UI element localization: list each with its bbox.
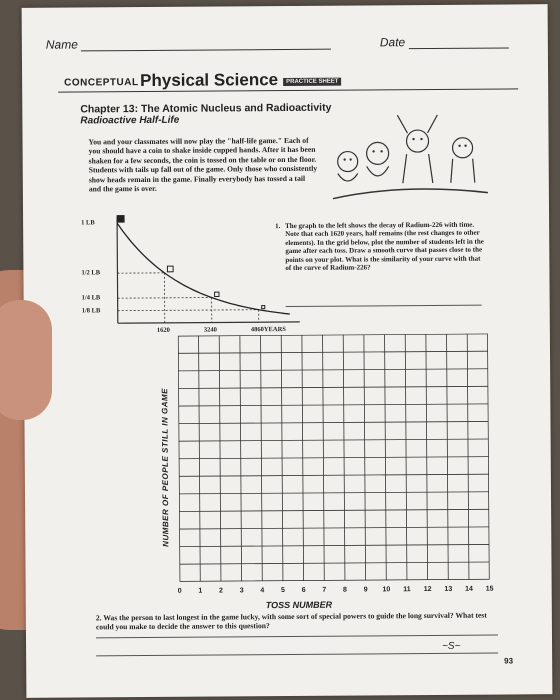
decay-x-tick-label: 3240: [203, 326, 217, 334]
decay-y-tick-label: 1/2 LB: [81, 269, 101, 277]
publisher-banner: [58, 68, 518, 92]
worksheet-subtitle: Radioactive Half-Life: [80, 114, 180, 127]
grid-y-axis-label: NUMBER OF PEOPLE STILL IN GAME: [160, 387, 171, 547]
holding-thumb: [0, 300, 52, 420]
grid-horizontal-line: [179, 474, 489, 476]
grid-x-ticks: [177, 585, 494, 600]
brand-conceptual: CONCEPTUAL: [64, 77, 139, 89]
grid-horizontal-line: [179, 544, 489, 546]
grid-horizontal-line: [178, 369, 488, 371]
name-field: [46, 36, 331, 52]
grid-x-tick-label: 9: [363, 586, 368, 594]
date-field: [380, 34, 509, 49]
grid-horizontal-line: [179, 509, 489, 511]
question-2-answer-line-1[interactable]: [96, 635, 498, 639]
coin-toss-illustration: [322, 113, 493, 209]
grid-horizontal-line: [178, 386, 488, 388]
grid-horizontal-line: [179, 562, 489, 564]
grid-x-tick-label: 15: [485, 585, 494, 593]
question-1-text: The graph to the left shows the decay of Radium-226 with time. Note that each 1620 years, half remains (the rest changes to other elements). In the grid below, plot the number of students left in the game after each toss. Draw a smooth curve that passes close to the points on your plot. What is the similarity of your curve with that of the curve of Radium-226?: [285, 220, 484, 273]
question-2-text: Was the person to last longest in the game lucky, with some sort of special powers to guide the long survival? What test could you make to decide the answer to this question?: [95, 610, 487, 632]
grid-x-tick-label: 1: [198, 587, 203, 595]
grid-horizontal-line: [178, 404, 488, 406]
grid-x-tick-label: 5: [281, 587, 285, 595]
question-1-answer-line[interactable]: [286, 305, 482, 307]
grid-x-tick-label: 12: [423, 585, 432, 594]
decay-x-axis-label: YEARS: [263, 326, 286, 334]
decay-y-axis: [117, 219, 118, 323]
decay-y-tick-label: 1/4 LB: [81, 294, 101, 302]
grid-x-tick-label: 10: [382, 586, 391, 594]
grid-x-tick-label: 11: [403, 586, 411, 594]
date-label: Date: [379, 35, 406, 50]
decay-x-tick-label: 4860: [250, 326, 264, 334]
decay-x-tick-label: 1620: [156, 326, 170, 334]
radium-sample-square: [117, 215, 124, 222]
grid-x-tick-label: 3: [239, 587, 244, 595]
question-2-number: 2.: [95, 613, 102, 623]
radium-decay-graph: [79, 214, 320, 336]
page-number: 93: [504, 656, 514, 666]
grid-x-tick-label: 8: [343, 586, 347, 594]
grid-x-tick-label: 0: [177, 587, 182, 595]
date-blank: [409, 47, 509, 49]
decay-guide-h: [118, 310, 259, 311]
grid-horizontal-line: [179, 457, 489, 459]
brand-physical-science: Physical Science: [140, 70, 279, 91]
question-2: [96, 610, 506, 631]
radium-sample-square: [215, 292, 219, 296]
intro-paragraph: You and your classmates will now play the "half-life game." Each of you should have a coin to shake inside cupped hands. After it has been shaken for a few seconds, the coin is tossed on the table or on the floor. Students with tails up fall out of the game. Only those who consistently show heads remain in the game. Finally everybody has tossed a tail and the game is over.: [88, 135, 318, 194]
question-1: [275, 220, 485, 273]
worksheet-page: [22, 4, 553, 698]
question-1-number: 1.: [275, 222, 281, 231]
grid-x-axis-label: TOSS NUMBER: [265, 599, 333, 611]
grid-x-tick-label: 13: [444, 585, 453, 593]
brand-practice-sheet: PRACTICE SHEET: [283, 78, 341, 86]
grid-horizontal-line: [178, 351, 488, 353]
name-blank: [81, 49, 331, 52]
decay-x-axis: [118, 322, 300, 323]
radium-sample-square: [262, 306, 265, 309]
decay-y-tick-label: 1 LB: [81, 219, 95, 227]
decay-curve: [117, 222, 290, 315]
question-2-answer-line-2[interactable]: [96, 653, 498, 657]
grid-horizontal-line: [179, 527, 489, 529]
handwritten-mark: ~S~: [442, 640, 461, 652]
name-label: Name: [45, 37, 78, 52]
grid-x-tick-label: 14: [465, 585, 473, 593]
grid-x-tick-label: 6: [301, 586, 306, 594]
grid-x-tick-label: 2: [219, 587, 223, 595]
plot-grid[interactable]: [178, 334, 490, 582]
grid-x-tick-label: 7: [322, 586, 327, 594]
grid-horizontal-line: [179, 439, 489, 441]
grid-horizontal-line: [179, 492, 489, 494]
decay-y-tick-label: 1/8 LB: [81, 306, 101, 314]
chapter-title: Chapter 13: The Atomic Nucleus and Radioactivity: [80, 101, 332, 116]
grid-x-tick-label: 4: [260, 587, 265, 595]
radium-sample-square: [167, 266, 173, 272]
grid-horizontal-line: [179, 421, 489, 423]
